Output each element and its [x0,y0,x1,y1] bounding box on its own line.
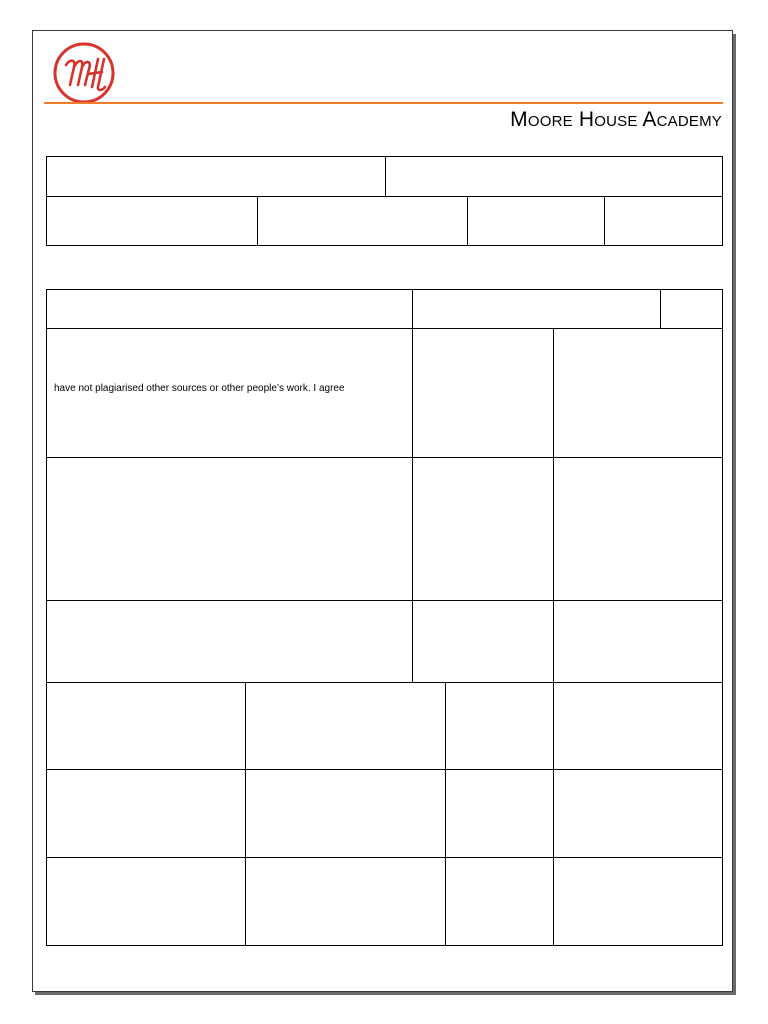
signature-cell[interactable] [412,328,554,458]
mh-monogram-logo-icon [52,41,116,105]
grid-r3-c4[interactable] [553,857,723,946]
info-field-6[interactable] [604,196,723,246]
main-header-cell-3[interactable] [660,289,723,329]
info-field-4[interactable] [257,196,468,246]
grid-r2-c3[interactable] [445,769,554,858]
row-3-cell-2[interactable] [412,600,554,683]
grid-r2-c2[interactable] [245,769,446,858]
grid-r1-c4[interactable] [553,682,723,770]
grid-r2-c4[interactable] [553,769,723,858]
grid-r3-c3[interactable] [445,857,554,946]
main-header-cell-1[interactable] [46,289,413,329]
row-2-cell-3[interactable] [553,457,723,601]
school-name: Moore House Academy [510,108,722,131]
info-field-5[interactable] [467,196,605,246]
info-field-1[interactable] [46,156,386,197]
info-field-2[interactable] [385,156,723,197]
row-3-cell-3[interactable] [553,600,723,683]
main-header-cell-2[interactable] [412,289,661,329]
grid-r1-c3[interactable] [445,682,554,770]
row-3-cell-1[interactable] [46,600,413,683]
grid-r3-c2[interactable] [245,857,446,946]
page-shadow-right [733,34,736,995]
row-2-cell-1[interactable] [46,457,413,601]
grid-r3-c1[interactable] [46,857,246,946]
row-2-cell-2[interactable] [412,457,554,601]
date-cell[interactable] [553,328,723,458]
info-field-3[interactable] [46,196,258,246]
grid-r1-c2[interactable] [245,682,446,770]
header-orange-rule [44,102,723,104]
grid-r2-c1[interactable] [46,769,246,858]
declaration-text: have not plagiarised other sources or other people’s work. I agree [54,383,345,394]
grid-r1-c1[interactable] [46,682,246,770]
page-shadow-bottom [35,992,736,995]
